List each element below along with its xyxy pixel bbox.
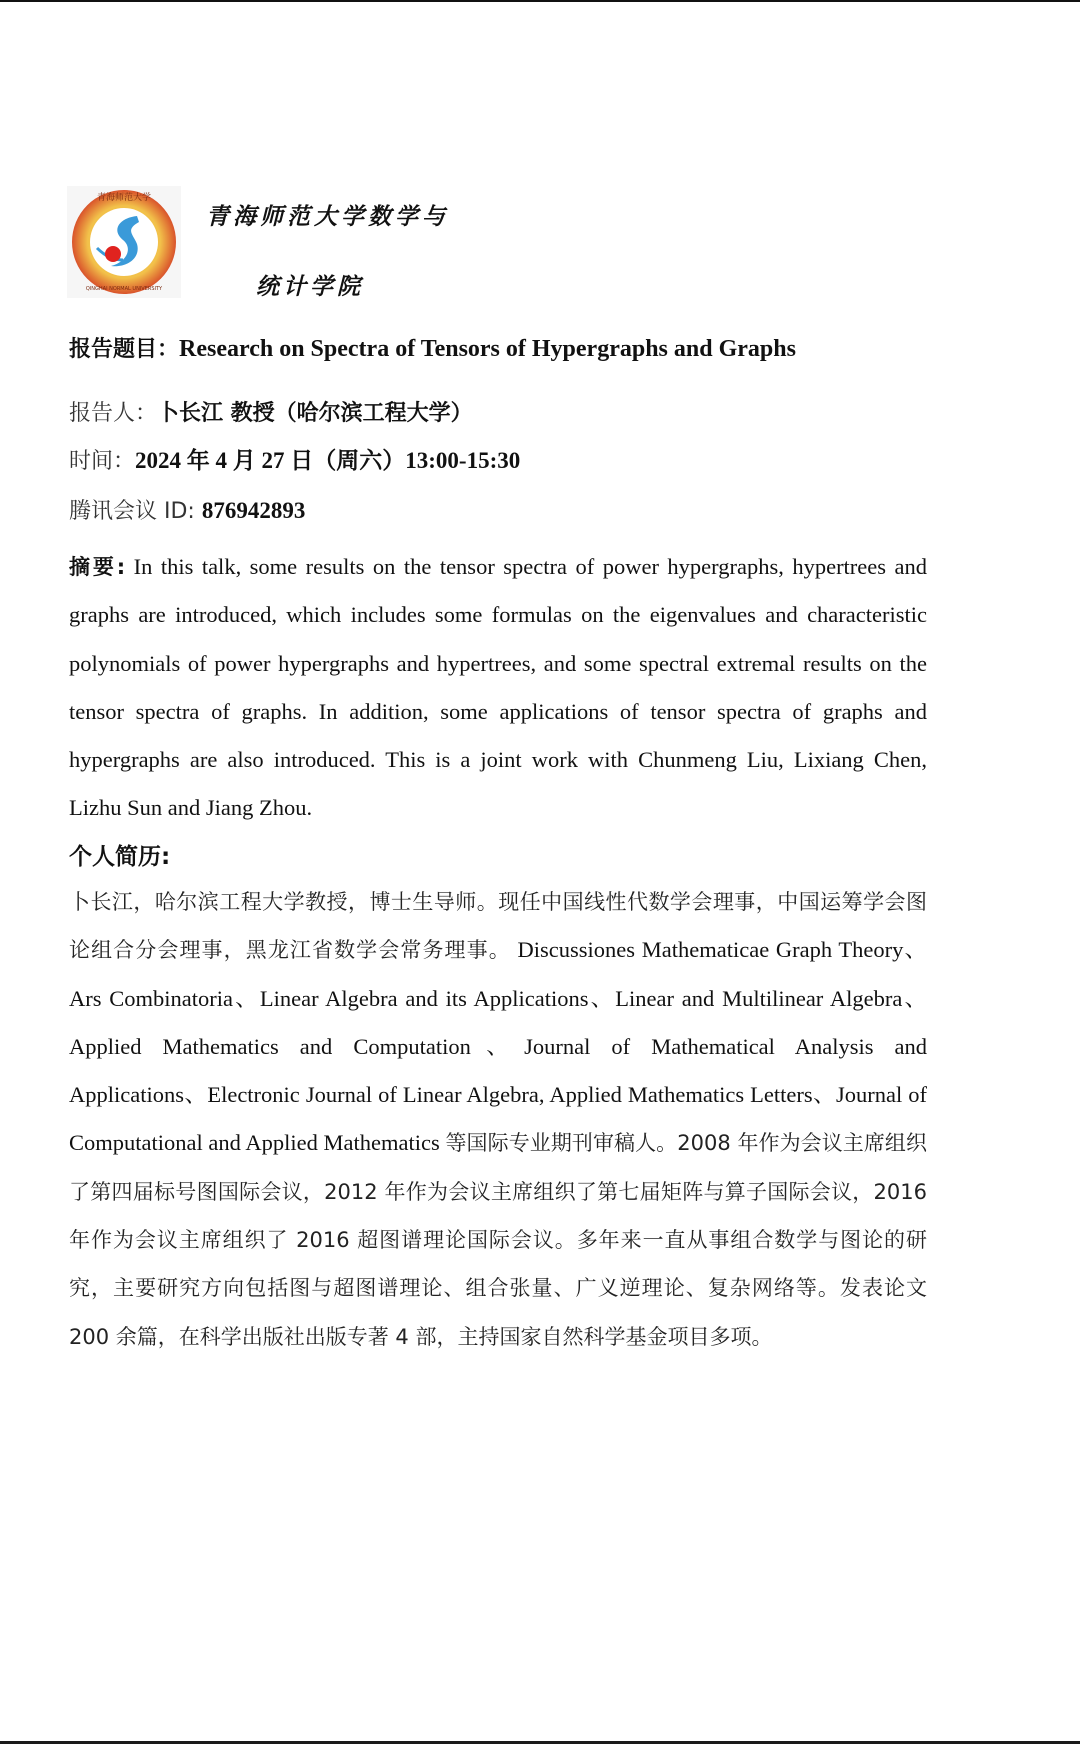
bio-heading: 个人简历: <box>69 844 171 870</box>
report-title-row <box>69 334 796 365</box>
logo-emblem-icon <box>67 186 181 298</box>
time-row <box>69 446 520 477</box>
university-logo <box>67 186 181 298</box>
bio-intro: 卜长江，哈尔滨工程大学教授，博士生导师。现任中国线性代数学会理事，中国运筹学会图论组合分会理事，黑龙江省数学会常务理事。 <box>69 890 927 963</box>
speaker-row <box>69 398 473 429</box>
abstract-text: In this talk, some results on the tensor spectra of power hypergraphs, hypertrees and graphs are introduced, which includes some formulas on the eigenvalues and characteristic polynomials of power hypergraphs and hypertrees, and some spectral extremal results on the tensor spectra of graphs. In addition, some applications of tensor spectra of graphs and hypergraphs are also introduced. This is a joint work with Chunmeng Liu, Lixiang Chen, Lizhu Sun and Jiang Zhou. <box>69 554 927 821</box>
meeting-row <box>69 496 305 527</box>
bio-journals: Discussiones Mathematicae Graph Theory、Ars Combinatoria、Linear Algebra and its Applications、Linear and Multilinear Algebra、Applied Mathematics and Computation、Journal of Mathematical Analysis and Applications、Electronic Journal of Linear Algebra, Applied Mathematics Letters、Journal of Computational and Applied Mathematics <box>69 937 927 1156</box>
top-border <box>0 0 1080 2</box>
logo-text-en: QINGHAI NORMAL UNIVERSITY <box>85 286 163 292</box>
report-title-label: 报告题目： <box>69 337 180 362</box>
speaker-name: 卜长江 教授（哈尔滨工程大学） <box>157 401 473 426</box>
time-value: 2024 年 4 月 27 日（周六）13:00-15:30 <box>135 448 521 473</box>
report-title: Research on Spectra of Tensors of Hypergraphs and Graphs <box>179 336 796 362</box>
logo-text: 青海师范大学 <box>96 193 152 203</box>
bio-paragraph <box>69 878 927 1361</box>
abstract-label: 摘要: <box>69 555 126 579</box>
meeting-id-label: 腾讯会议 ID: <box>69 499 202 524</box>
time-label: 时间： <box>69 449 136 474</box>
speaker-label: 报告人： <box>69 401 158 426</box>
school-name-line2: 统计学院 <box>256 274 364 299</box>
abstract-paragraph <box>69 543 927 833</box>
school-name-line1: 青海师范大学数学与 <box>206 204 449 229</box>
bio-achievements: 等国际专业期刊审稿人。2008 年作为会议主席组织了第四届标号图国际会议，2012 年作为会议主席组织了第七届矩阵与算子国际会议，2016 年作为会议主席组织了 2016 超图谱理论国际会议。多年来一直从事组合数学与图论的研究，主要研究方向包括图与超图谱理论、组合张量、广义逆理论、复杂网络等。发表论文 200 余篇，在科学出版社出版专著 4 部，主持国家自然科学基金项目多项。 <box>69 1131 928 1349</box>
meeting-id[interactable]: 876942893 <box>201 498 306 523</box>
